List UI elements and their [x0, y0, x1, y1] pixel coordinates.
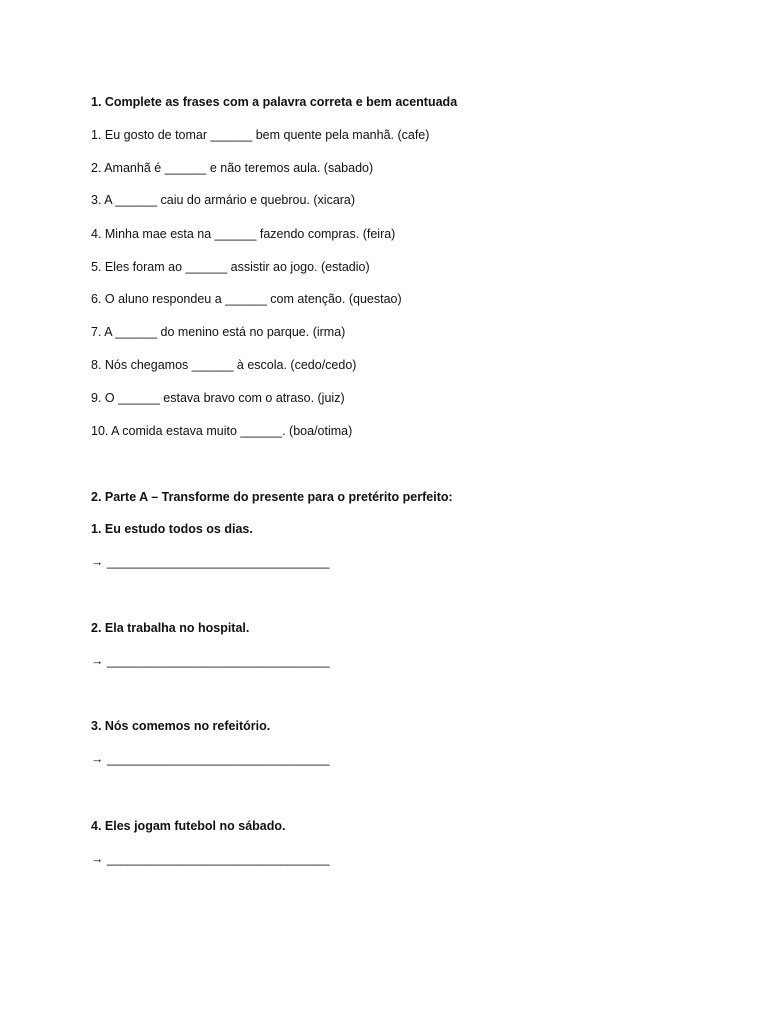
answer-line-3: → ________________________________ — [91, 752, 330, 766]
exercise-item-5: 5. Eles foram ao ______ assistir ao jogo. (estadio) — [91, 260, 370, 274]
exercise-item-7: 7. A ______ do menino está no parque. (irma) — [91, 325, 346, 339]
exercise-item-6: 6. O aluno respondeu a ______ com atenção. (questao) — [91, 292, 402, 306]
answer-line-1: → ________________________________ — [91, 555, 330, 569]
section1-heading: 1. Complete as frases com a palavra correta e bem acentuada — [91, 95, 458, 109]
section2-heading: 2. Parte A – Transforme do presente para o pretérito perfeito: — [91, 490, 453, 504]
answer-line-4: → ________________________________ — [91, 852, 330, 866]
exercise-item-3: 3. A ______ caiu do armário e quebrou. (xicara) — [91, 193, 356, 207]
answer-line-2: → ________________________________ — [91, 654, 330, 668]
transform-sentence-3: 3. Nós comemos no refeitório. — [91, 719, 271, 733]
exercise-item-8: 8. Nós chegamos ______ à escola. (cedo/cedo) — [91, 358, 357, 372]
exercise-item-1: 1. Eu gosto de tomar ______ bem quente pela manhã. (cafe) — [91, 128, 430, 142]
transform-sentence-4: 4. Eles jogam futebol no sábado. — [91, 819, 286, 833]
transform-sentence-1: 1. Eu estudo todos os dias. — [91, 522, 253, 536]
transform-sentence-2: 2. Ela trabalha no hospital. — [91, 621, 250, 635]
exercise-item-9: 9. O ______ estava bravo com o atraso. (juiz) — [91, 391, 345, 405]
exercise-item-4: 4. Minha mae esta na ______ fazendo compras. (feira) — [91, 227, 396, 241]
exercise-item-10: 10. A comida estava muito ______. (boa/otima) — [91, 424, 353, 438]
exercise-item-2: 2. Amanhã é ______ e não teremos aula. (sabado) — [91, 161, 374, 175]
